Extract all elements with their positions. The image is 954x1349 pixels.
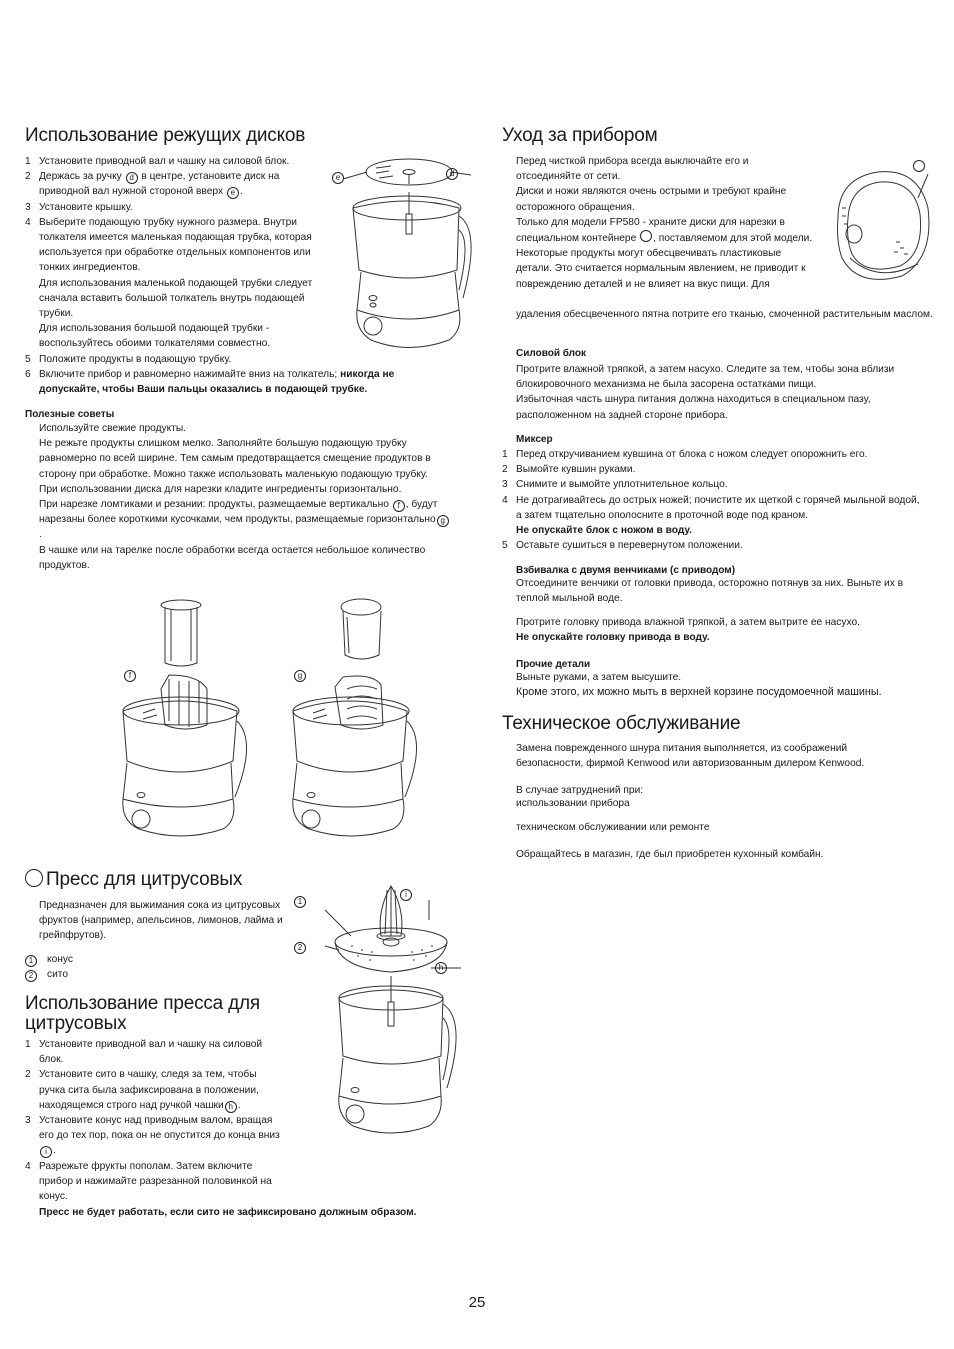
feed-tube-vertical-illustration	[95, 595, 245, 845]
fig-label-f: f	[124, 670, 136, 682]
storage-box-ref-marker	[913, 160, 925, 172]
cutting-step-6: 6 Включите прибор и равномерно нажимайте вниз на толкатель; никогда не допускайте, чтобы Ваши пальцы оказались в подающей трубке.	[25, 369, 395, 396]
ref-i-marker: i	[40, 1146, 52, 1158]
cutting-discs-heading: Использование режущих дисков	[25, 125, 306, 146]
cutting-step-1: 1 Установите приводной вал и чашку на силовой блок.	[25, 156, 290, 167]
citrus-press-heading: Пресс для цитрусовых	[25, 869, 242, 890]
citrus-step-4: 4 Разрежьте фрукты пополам. Затем включите прибор и нажимайте разрезанной половинкой на конус.	[25, 1160, 272, 1203]
fig-label-e: e	[332, 172, 344, 184]
citrus-step-3: 3 Установите конус над приводным валом, вращая его до тех пор, пока он не опустится до конца внизi .	[25, 1115, 280, 1157]
ref-e-marker: e	[227, 187, 239, 199]
part-sieve: 2 сито	[25, 967, 225, 982]
tips-heading: Полезные советы	[25, 409, 115, 420]
citrus-warning: Пресс не будет работать, если сито не зафиксировано должным образом.	[39, 1207, 417, 1218]
disc-storage-box-illustration	[818, 158, 938, 288]
cutting-step-2: 2 Держась за ручку d в центре, установите диск на приводной вал нужной стороной вверх e .	[25, 171, 280, 198]
citrus-press-section-icon	[25, 869, 43, 887]
storage-box-marker	[640, 230, 652, 242]
mixer-heading: Миксер	[516, 434, 553, 445]
citrus-parts-list	[25, 952, 225, 982]
care-heading: Уход за прибором	[502, 125, 658, 146]
care-intro-cont: удаления обесцвеченного пятна потрите его тканью, смоченной растительным маслом.	[516, 309, 933, 320]
ref-f-marker: f	[393, 500, 405, 512]
citrus-step-1: 1 Установите приводной вал и чашку на силовой блок.	[25, 1039, 263, 1066]
ref-g-marker: g	[437, 515, 449, 527]
disc-assembly-illustration	[331, 150, 471, 360]
citrus-use-heading: Использование пресса для цитрусовых	[25, 993, 260, 1034]
citrus-use-steps	[25, 1037, 285, 1204]
tips-body: Используйте свежие продукты. Не режьте продукты слишком мелко. Заполняйте большую подающую трубку равномерно по всей ширине. Тем самым предотвращается смещение продуктов в сторону при обработке. Можно также использовать маленькую подающую трубку. При использовании диска для нарезки кладите ингредиенты горизонтально. При нарезке ломтиками и резании: продукты, размещаемые вертикально f , будут нарезаны более короткими кусочками, чем продукты, размещаемые горизонтально g. В чашке или на тарелке после обработки всегда остается небольшое количество продуктов.	[25, 421, 451, 573]
citrus-press-illustration	[311, 880, 471, 1160]
cutting-step-3: 3 Установите крышку.	[25, 201, 133, 213]
fig-label-1: 1	[294, 896, 306, 908]
cutting-step-4: 4 Выберите подающую трубку нужного размера. Внутри толкателя имеется маленькая подающая трубка, которая используется при обработке отдельных компонентов или тонких ингредиентов. Для использования маленькой подающей трубки следует сначала вставить большой толкатель внутрь подающей трубки. Для использования большой подающей трубки - воспользуйтесь обоими толкателями совместно.	[25, 216, 313, 350]
service-contact: Обращайтесь в магазин, где был приобретен кухонный комбайн.	[516, 849, 824, 860]
ref-h-marker: h	[225, 1101, 237, 1113]
feed-tube-horizontal-illustration	[265, 595, 415, 845]
mixer-step-3: 3 Снимите и вымойте уплотнительное кольцо.	[502, 479, 728, 491]
citrus-step-2: 2 Установите сито в чашку, следя за тем, чтобы ручка сита была зафиксирована в положении, находящемся строго над ручкой чашки h .	[25, 1069, 259, 1111]
service-difficulty: В случае затруднений при: использовании прибора	[516, 785, 644, 810]
mixer-step-5: 5 Оставьте сушиться в перевернутом положении.	[502, 540, 743, 552]
service-body: Замена поврежденного шнура питания выполняется, из соображений безопасности, фирмой Kenwood или авторизованным дилером Kenwood.	[516, 743, 865, 770]
mixer-step-1: 1 Перед откручиванием кувшина от блока с ножом следует опорожнить его.	[502, 449, 868, 460]
fig-label-i: i	[400, 889, 412, 901]
whisk-body: Отсоедините венчики от головки привода, осторожно потянув за них. Выньте их в теплой мыльной воде.	[516, 578, 904, 605]
mixer-steps	[502, 447, 922, 553]
page-number: 25	[468, 1294, 486, 1311]
mixer-step-2: 2 Вымойте кувшин руками.	[502, 464, 636, 476]
fig-label-h: h	[435, 962, 447, 974]
part-cone: 1 конус	[25, 952, 225, 967]
other-parts-body: Выньте руками, а затем высушите. Кроме этого, их можно мыть в верхней корзине посудомоечной машины.	[516, 672, 882, 699]
service-heading: Техническое обслуживание	[502, 713, 741, 734]
care-intro: Перед чисткой прибора всегда выключайте его и отсоединяйте от сети. Диски и ножи являются очень острыми и требуют крайне осторожного обращения. Только для модели FP580 - храните диски для нарезки в специальном контейнере , поставляемом для этой модели. Некоторые продукты могут обесцвечивать пластиковые детали. Это считается нормальным явлением, не приводит к повреждению деталей и не влияет на вкус пищи. Для	[516, 156, 813, 290]
fig-label-2: 2	[294, 942, 306, 954]
whisk-body-2: Протрите головку привода влажной тряпкой, а затем вытрите ее насухо. Не опускайте головку привода в воду.	[516, 617, 860, 644]
cutting-step-5: 5 Положите продукты в подающую трубку.	[25, 354, 232, 365]
citrus-press-desc: Предназначен для выжимания сока из цитрусовых фруктов (например, апельсинов, лимонов, лайма и грейпфрутов).	[39, 900, 283, 942]
fig-label-d: d	[446, 168, 458, 180]
ref-d-marker: d	[126, 172, 138, 184]
power-unit-heading: Силовой блок	[516, 348, 587, 359]
other-parts-heading: Прочие детали	[516, 659, 591, 670]
whisk-heading: Взбивалка с двумя венчиками (с приводом)	[516, 565, 736, 576]
fig-label-g: g	[294, 670, 306, 682]
service-repair: техническом обслуживании или ремонте	[516, 822, 710, 833]
mixer-step-4: 4 Не дотрагивайтесь до острых ножей; почистите их щеткой с горячей мыльной водой, а затем тщательно ополосните в проточной воде под краном. Не опускайте блок с ножом в воду.	[502, 494, 920, 537]
power-unit-body: Протрите влажной тряпкой, а затем насухо. Следите за тем, чтобы зона вблизи блокировочного механизма не была засорена остатками пищи. Избыточная часть шнура питания должна находиться в специальном пазу, расположенном на задней стороне прибора.	[516, 364, 895, 421]
cutting-steps	[25, 154, 325, 352]
